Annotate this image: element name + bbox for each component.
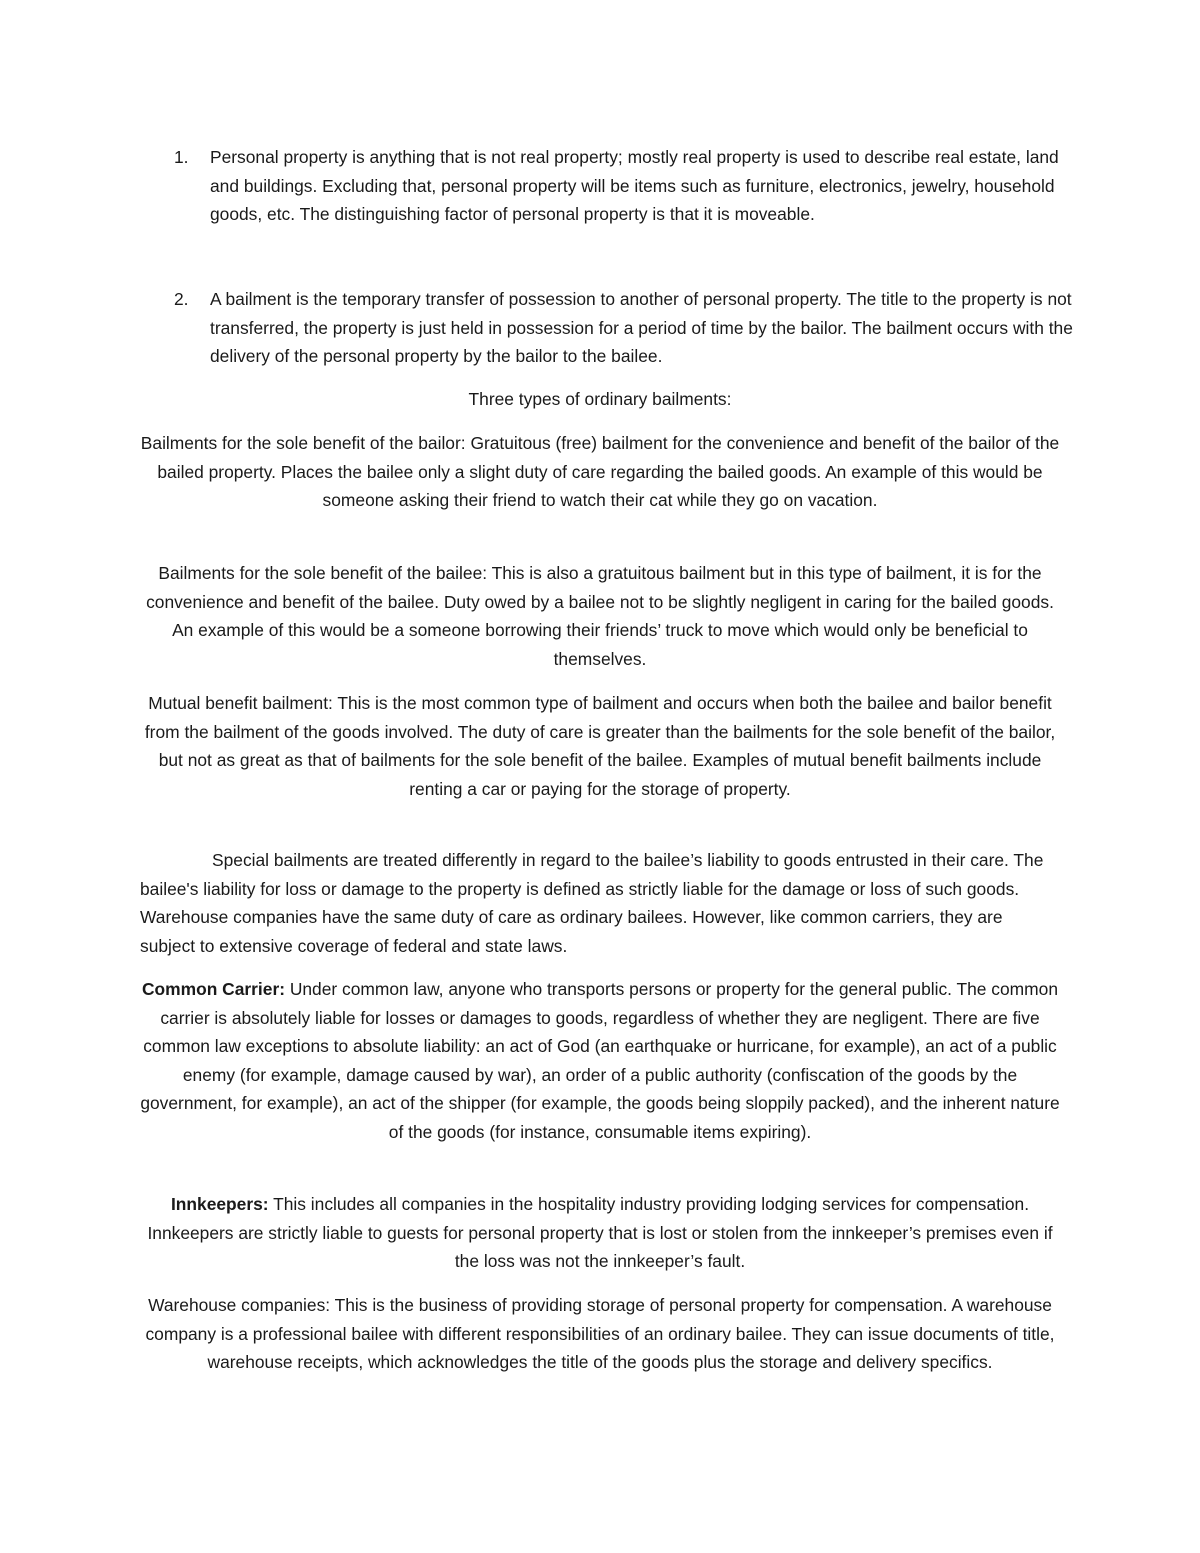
list-item [174, 143, 1074, 229]
paragraph-mutual-benefit: Mutual benefit bailment: This is the most common type of bailment and occurs when both the bailee and bailor benefit from the bailment of the goods involved. The duty of care is greater than the bailments for the sole benefit of the bailor, but not as great as that of bailments for the sole benefit of the bailee. Examples of mutual benefit bailments include renting a car or paying for the storage of property. [144, 693, 1056, 799]
term-common-carrier: Common Carrier: [141, 979, 285, 999]
list-item [174, 285, 1074, 371]
paragraph-sole-benefit-bailor: Bailments for the sole benefit of the bailor: Gratuitous (free) bailment for the convenience and benefit of the bailor of the bailed property. Places the bailee only a slight duty of care regarding the bailed goods. An example of this would be someone asking their friend to watch their cat while they go on vacation. [140, 433, 1060, 511]
list-item-text: A bailment is the temporary transfer of possession to another of personal property. The title to the property is not transferred, the property is just held in possession for a period of time by the bailor. The bailment occurs with the delivery of the personal property by the bailor to the bailee. [210, 289, 1073, 367]
list-number: 2. [174, 289, 189, 309]
list-item-text: Personal property is anything that is not real property; mostly real property is used to describe real estate, land and buildings. Excluding that, personal property will be items such as furniture, electronics, jewelry, household goods, etc. The distinguishing factor of personal property is that it is moveable. [210, 147, 1059, 225]
common-carrier-text: Under common law, anyone who transports persons or property for the general public. The common carrier is absolutely liable for losses or damages to goods, regardless of whether they are negligent. There are five common law exceptions to absolute liability: an act of God (an earthquake or hurricane, for example), an act of a public enemy (for example, damage caused by war), an order of a public authority (confiscation of the goods by the government, for example), an act of the shipper (for example, the goods being sloppily packed), and the inherent nature of the goods (for instance, consumable items expiring). [140, 979, 1060, 1142]
paragraph-sole-benefit-bailee: Bailments for the sole benefit of the bailee: This is also a gratuitous bailment but in this type of bailment, it is for the convenience and benefit of the bailee. Duty owed by a bailee not to be slightly negligent in caring for the bailed goods. An example of this would be a someone borrowing their friends’ truck to move which would only be beneficial to themselves. [146, 563, 1054, 669]
innkeepers-text: This includes all companies in the hospitality industry providing lodging services for compensation. Innkeepers are strictly liable to guests for personal property that is lost or stolen from the innkeeper’s premises even if the loss was not the innkeeper’s fault. [147, 1194, 1053, 1272]
term-innkeepers: Innkeepers: [170, 1194, 269, 1214]
paragraph-special-bailments: Special bailments are treated differently in regard to the bailee’s liability to goods entrusted in their care. The bailee's liability for loss or damage to the property is defined as strictly liable for the damage or loss of such goods. Warehouse companies have the same duty of care as ordinary bailees. However, like common carriers, they are subject to extensive coverage of federal and state laws. [140, 850, 1044, 956]
paragraph-innkeepers [138, 1190, 1062, 1276]
paragraph-common-carrier [138, 975, 1062, 1147]
list-number: 1. [174, 147, 189, 167]
paragraph-warehouse-companies: Warehouse companies: This is the business of providing storage of personal property for compensation. A warehouse company is a professional bailee with different responsibilities of an ordinary bailee. They can issue documents of title, warehouse receipts, which acknowledges the title of the goods plus the storage and delivery specifics. [145, 1295, 1055, 1373]
section-heading: Three types of ordinary bailments: [468, 389, 732, 409]
